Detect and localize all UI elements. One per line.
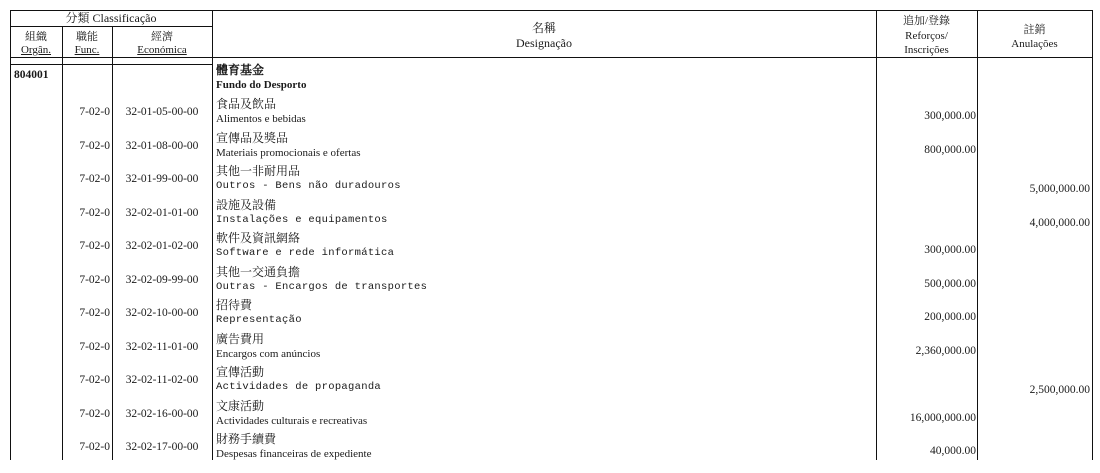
reinforcement-amount: 300,000.00 [924, 110, 976, 122]
designation-header-pt: Designação [516, 36, 572, 50]
annulments-header-pt: Anulações [1011, 38, 1058, 50]
table-top-border [10, 10, 1092, 11]
func-header-pt: Func. [74, 44, 100, 56]
fund-name-zh: 體育基金 [216, 63, 265, 77]
economic-code: 32-02-10-00-00 [125, 307, 199, 319]
designation-pt: Materiais promocionais e ofertas [216, 146, 361, 159]
economic-code: 32-02-09-99-00 [125, 273, 199, 286]
org-header-zh: 組織 [25, 31, 47, 43]
reinforcement-amount: 40,000.00 [930, 445, 976, 457]
economic-code: 32-01-99-00-00 [125, 173, 199, 185]
designation-pt: Software e rede informática [216, 247, 395, 259]
reinforcements-header-pt1: Reforços/ [905, 30, 948, 42]
reinforcements-header-pt2: Inscrições [904, 44, 949, 56]
economic-code: 32-02-16-00-00 [125, 407, 199, 420]
reinforcement-amount: 500,000.00 [924, 277, 976, 290]
eco-header-pt: Económica [137, 44, 187, 56]
designation-zh: 文康活動 [216, 398, 265, 413]
annulments-header-zh: 註銷 [1023, 24, 1046, 36]
designation-pt: Alimentos e bebidas [216, 113, 306, 125]
designation-pt: Actividades culturais e recreativas [216, 414, 368, 427]
designation-pt: Representação [216, 314, 302, 326]
column-rule [876, 10, 877, 460]
reinforcement-amount: 200,000.00 [924, 311, 976, 323]
column-rule [1092, 10, 1093, 460]
designation-pt: Actividades de propaganda [216, 381, 382, 393]
functional-code: 7-02-0 [79, 340, 110, 353]
functional-code: 7-02-0 [79, 374, 110, 386]
designation-zh: 軟件及資訊網絡 [216, 231, 301, 245]
designation-pt: Encargos com anúncios [216, 347, 321, 360]
column-rule [112, 26, 113, 460]
functional-code: 7-02-0 [79, 173, 110, 185]
designation-zh: 財務手續費 [216, 432, 277, 446]
functional-code: 7-02-0 [79, 407, 110, 420]
designation-zh: 宣傳活動 [216, 365, 265, 379]
designation-zh: 宣傳品及獎品 [216, 130, 289, 145]
economic-code: 32-02-01-02-00 [125, 240, 199, 252]
functional-code: 7-02-0 [79, 139, 110, 152]
functional-code: 7-02-0 [79, 206, 110, 219]
column-rule [62, 26, 63, 460]
designation-zh: 食品及飲品 [216, 97, 277, 111]
fund-row-divider [10, 64, 212, 65]
functional-code: 7-02-0 [79, 273, 110, 286]
classification-header: 分類 Classificação [65, 11, 157, 25]
designation-zh: 其他一交通負擔 [216, 264, 301, 279]
reinforcement-amount: 2,360,000.00 [915, 344, 976, 357]
economic-code: 32-01-08-00-00 [125, 139, 199, 152]
func-header-zh: 職能 [76, 31, 98, 43]
functional-code: 7-02-0 [79, 441, 110, 453]
functional-code: 7-02-0 [79, 307, 110, 319]
column-rule [212, 10, 213, 460]
designation-pt: Outros - Bens não duradouros [216, 180, 401, 192]
designation-pt: Outras - Encargos de transportes [216, 280, 428, 293]
reinforcement-amount: 16,000,000.00 [909, 411, 976, 424]
designation-header-zh: 名稱 [531, 21, 556, 35]
annulment-amount: 5,000,000.00 [1029, 183, 1090, 195]
designation-zh: 廣告費用 [216, 331, 265, 346]
column-rule [977, 10, 978, 460]
reinforcement-amount: 300,000.00 [924, 244, 976, 256]
economic-code: 32-02-01-01-00 [125, 206, 199, 219]
reinforcement-amount: 800,000.00 [924, 143, 976, 156]
designation-zh: 招待費 [216, 298, 253, 312]
annulment-amount: 4,000,000.00 [1029, 216, 1090, 229]
functional-code: 7-02-0 [79, 106, 110, 118]
org-code: 804001 [14, 69, 49, 81]
designation-zh: 其他一非耐用品 [216, 164, 301, 178]
eco-header-zh: 經濟 [151, 31, 173, 43]
header-bottom-border [10, 57, 1092, 58]
economic-code: 32-02-11-02-00 [125, 374, 199, 386]
classification-divider [10, 26, 212, 27]
economic-code: 32-02-17-00-00 [125, 441, 199, 453]
annulment-amount: 2,500,000.00 [1029, 384, 1090, 396]
fund-name-pt: Fundo do Desporto [216, 79, 307, 91]
column-rule [10, 10, 11, 460]
designation-zh: 設施及設備 [216, 197, 277, 212]
functional-code: 7-02-0 [79, 240, 110, 252]
reinforcements-header-zh: 追加/登錄 [902, 15, 951, 27]
economic-code: 32-01-05-00-00 [125, 106, 199, 118]
designation-pt: Despesas financeiras de expediente [216, 448, 372, 460]
org-header-pt: Orgân. [20, 44, 52, 56]
economic-code: 32-02-11-01-00 [125, 340, 199, 353]
designation-pt: Instalações e equipamentos [216, 213, 388, 226]
